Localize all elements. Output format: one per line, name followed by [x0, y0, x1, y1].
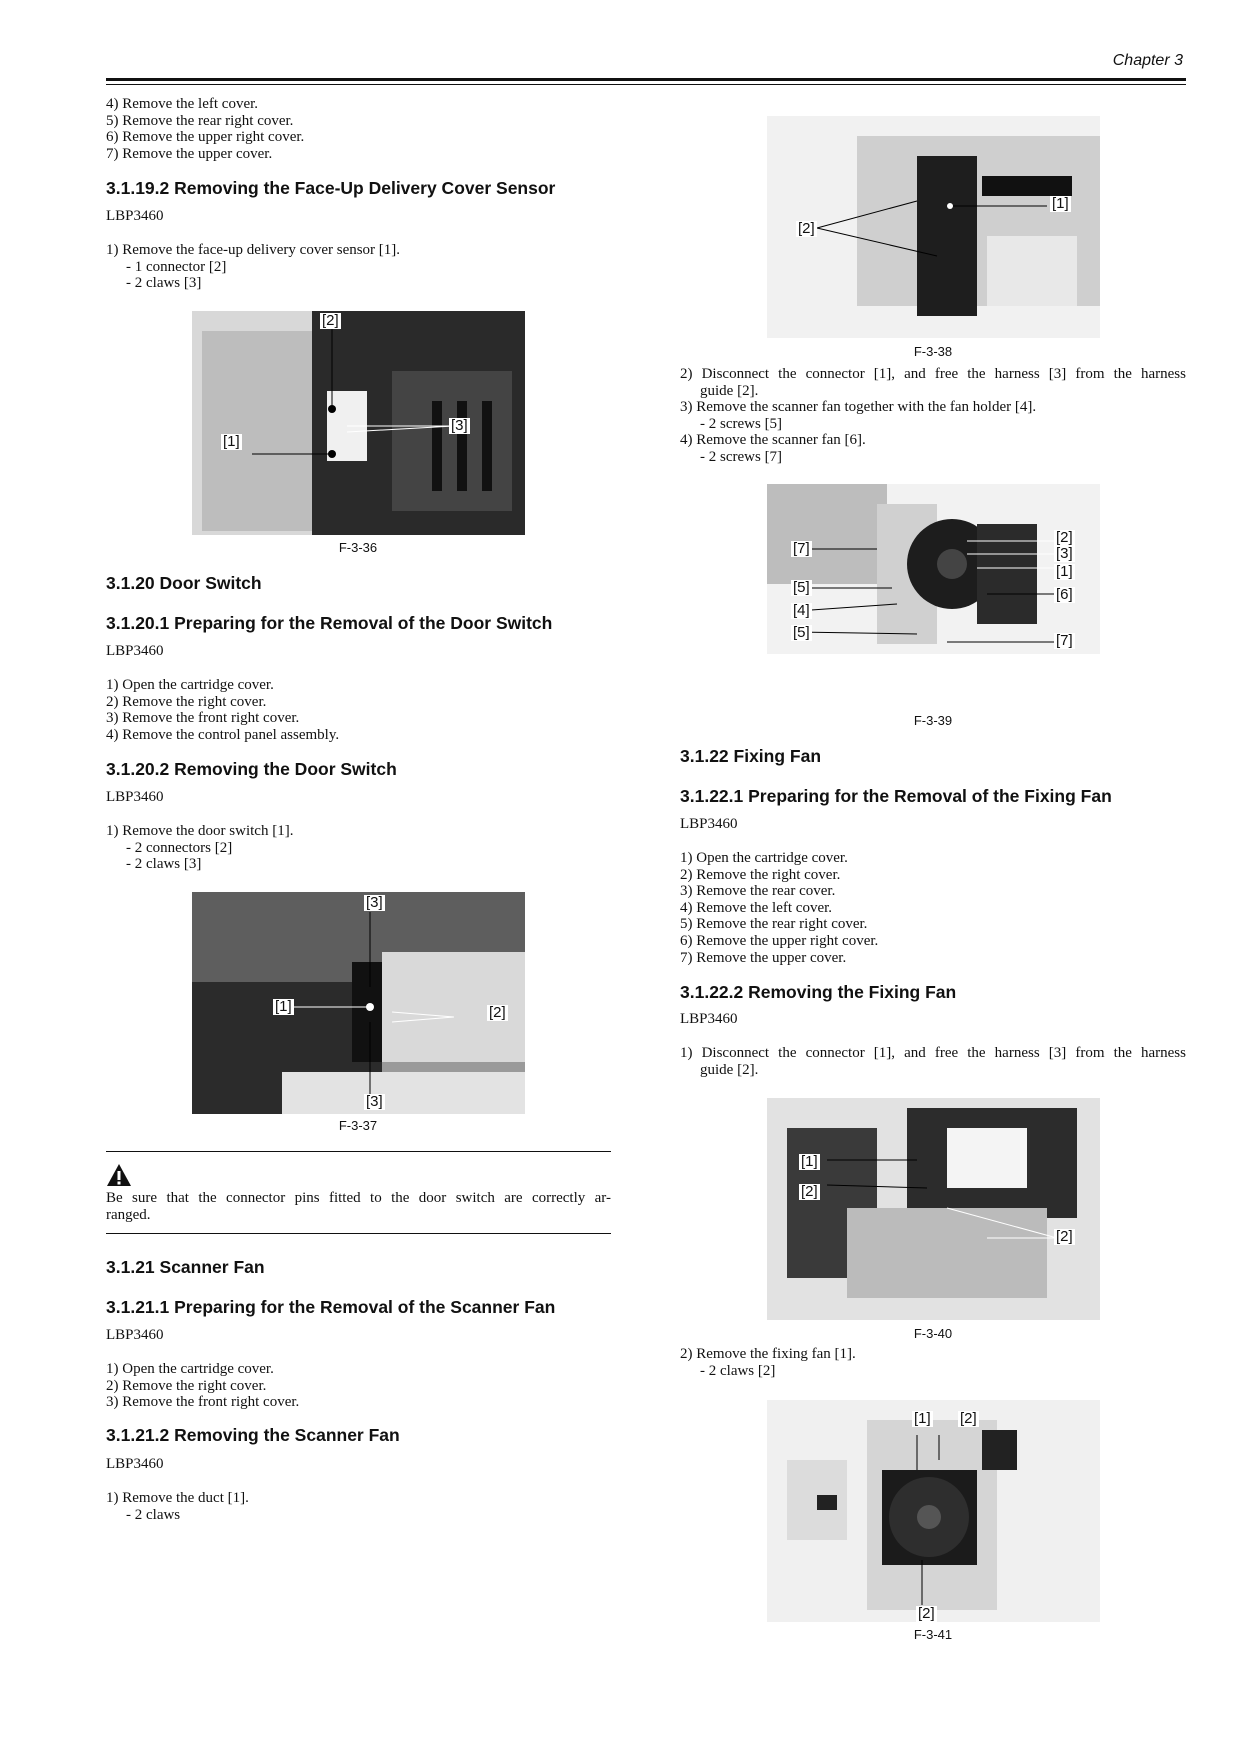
step: 2) Remove the right cover. [106, 1377, 267, 1394]
step-cont: guide [2]. [700, 382, 759, 399]
callout-label: [3] [366, 894, 383, 911]
caution-rule-bottom [106, 1233, 611, 1234]
callout-label: [3] [451, 417, 468, 434]
step: 2) Remove the right cover. [680, 866, 841, 883]
step: 4) Remove the scanner fan [6]. [680, 432, 866, 449]
step: 1) Remove the door switch [1]. [106, 823, 294, 839]
section-heading: 3.1.22.1 Preparing for the Removal of the Fixing Fan [680, 786, 1112, 806]
step-sub: - 1 connector [2] [126, 258, 227, 275]
callout-label: [2] [489, 1004, 506, 1021]
callout-label: [7] [1056, 632, 1073, 649]
figure-caption: F-3-38 [913, 344, 953, 359]
callout-label: [7] [793, 540, 810, 557]
left-top-steps [106, 96, 304, 162]
callout-label: [1] [275, 998, 292, 1015]
header-rule [106, 78, 1186, 81]
figure-caption: F-3-39 [913, 713, 953, 728]
section-heading: 3.1.21.2 Removing the Scanner Fan [106, 1425, 400, 1445]
step: 3) Remove the front right cover. [106, 710, 300, 727]
callout-label: [2] [918, 1605, 935, 1622]
step: 1) Remove the duct [1]. [106, 1490, 249, 1506]
step: 7) Remove the upper cover. [106, 145, 273, 162]
procedure-steps [106, 677, 339, 743]
model-label: LBP3460 [106, 643, 164, 659]
procedure-steps [106, 823, 293, 873]
step-cont: guide [2]. [700, 1061, 759, 1078]
step-sub: - 2 claws [126, 1506, 181, 1523]
figure-photo [192, 311, 525, 535]
figure-caption: F-3-40 [913, 1326, 953, 1341]
section-heading: 3.1.20.1 Preparing for the Removal of the Door Switch [106, 613, 553, 633]
callout-label: [3] [366, 1093, 383, 1110]
caution-line: Be sure that the connector pins fitted to the door switch are correctly ar- [106, 1190, 611, 1206]
figure-caption: F-3-37 [338, 1118, 378, 1133]
section-heading: 3.1.22 Fixing Fan [680, 746, 822, 766]
procedure-steps [680, 850, 878, 966]
section-heading: 3.1.20.2 Removing the Door Switch [106, 759, 397, 779]
callout-label: [5] [793, 624, 810, 641]
step-sub: - 2 claws [3] [126, 275, 202, 292]
callout-label: [2] [322, 312, 339, 329]
step: 4) Remove the left cover. [680, 899, 833, 916]
procedure-steps [106, 1361, 299, 1411]
figure-photo [767, 1400, 1100, 1622]
step-sub: - 2 screws [5] [700, 415, 783, 432]
callout-label: [1] [914, 1410, 931, 1427]
procedure-steps [680, 366, 1186, 466]
step: 5) Remove the rear right cover. [680, 916, 868, 933]
model-label: LBP3460 [106, 1327, 164, 1343]
step: 1) Open the cartridge cover. [106, 1361, 274, 1377]
step: 5) Remove the rear right cover. [106, 112, 294, 129]
figure-photo [767, 116, 1100, 338]
section-heading: 3.1.21.1 Preparing for the Removal of the Scanner Fan [106, 1297, 556, 1317]
figure-photo [192, 892, 525, 1114]
callout-label: [2] [1056, 529, 1073, 546]
step: 7) Remove the upper cover. [680, 949, 847, 966]
callout-label: [4] [793, 602, 810, 619]
callout-label: [2] [1056, 1228, 1073, 1245]
procedure-steps [106, 1490, 249, 1523]
callout-label: [1] [1052, 195, 1069, 212]
section-heading: 3.1.21 Scanner Fan [106, 1257, 265, 1277]
step: 6) Remove the upper right cover. [680, 932, 879, 949]
figure-photo [767, 1098, 1100, 1320]
step-sub: - 2 claws [2] [700, 1362, 776, 1379]
caution-text [106, 1190, 611, 1223]
step: 6) Remove the upper right cover. [106, 129, 305, 146]
callout-label: [6] [1056, 586, 1073, 603]
callout-label: [1] [801, 1153, 818, 1170]
caution-triangle-icon [106, 1163, 132, 1192]
procedure-steps [106, 242, 400, 292]
section-heading: 3.1.19.2 Removing the Face-Up Delivery Cover Sensor [106, 178, 556, 198]
step: 2) Disconnect the connector [1], and free the harness [3] from the harness [680, 366, 1186, 382]
section-heading: 3.1.22.2 Removing the Fixing Fan [680, 982, 957, 1002]
step: 1) Open the cartridge cover. [680, 850, 848, 866]
callout-label: [1] [1056, 563, 1073, 580]
step: 3) Remove the scanner fan together with the fan holder [4]. [680, 399, 1037, 416]
header-rule-thin [106, 84, 1186, 85]
model-label: LBP3460 [106, 1456, 164, 1472]
callout-label: [2] [801, 1183, 818, 1200]
step: 1) Remove the face-up delivery cover sensor [1]. [106, 242, 401, 258]
step: 3) Remove the rear cover. [680, 883, 836, 900]
figure-caption: F-3-36 [338, 540, 378, 555]
step-sub: - 2 claws [3] [126, 856, 202, 873]
section-heading: 3.1.20 Door Switch [106, 573, 262, 593]
callout-label: [3] [1056, 545, 1073, 562]
procedure-steps [680, 1346, 856, 1379]
step: 2) Remove the fixing fan [1]. [680, 1346, 856, 1362]
step-sub: - 2 connectors [2] [126, 839, 233, 856]
step: 2) Remove the right cover. [106, 693, 267, 710]
callout-label: [1] [223, 433, 240, 450]
step: 4) Remove the left cover. [106, 96, 259, 112]
callout-label: [5] [793, 579, 810, 596]
procedure-steps [680, 1045, 1186, 1078]
step: 1) Open the cartridge cover. [106, 677, 274, 693]
caution-rule-top [106, 1151, 611, 1152]
model-label: LBP3460 [106, 208, 164, 224]
caution-line: ranged. [106, 1206, 151, 1223]
figure-caption: F-3-41 [913, 1627, 953, 1642]
step: 4) Remove the control panel assembly. [106, 726, 340, 743]
step: 3) Remove the front right cover. [106, 1394, 300, 1411]
step-sub: - 2 screws [7] [700, 448, 783, 465]
model-label: LBP3460 [680, 1011, 738, 1027]
model-label: LBP3460 [106, 789, 164, 805]
model-label: LBP3460 [680, 816, 738, 832]
step: 1) Disconnect the connector [1], and free the harness [3] from the harness [680, 1045, 1186, 1061]
callout-label: [2] [960, 1410, 977, 1427]
chapter-label: Chapter 3 [1112, 52, 1183, 69]
figure-photo [767, 484, 1100, 654]
callout-label: [2] [798, 220, 815, 237]
